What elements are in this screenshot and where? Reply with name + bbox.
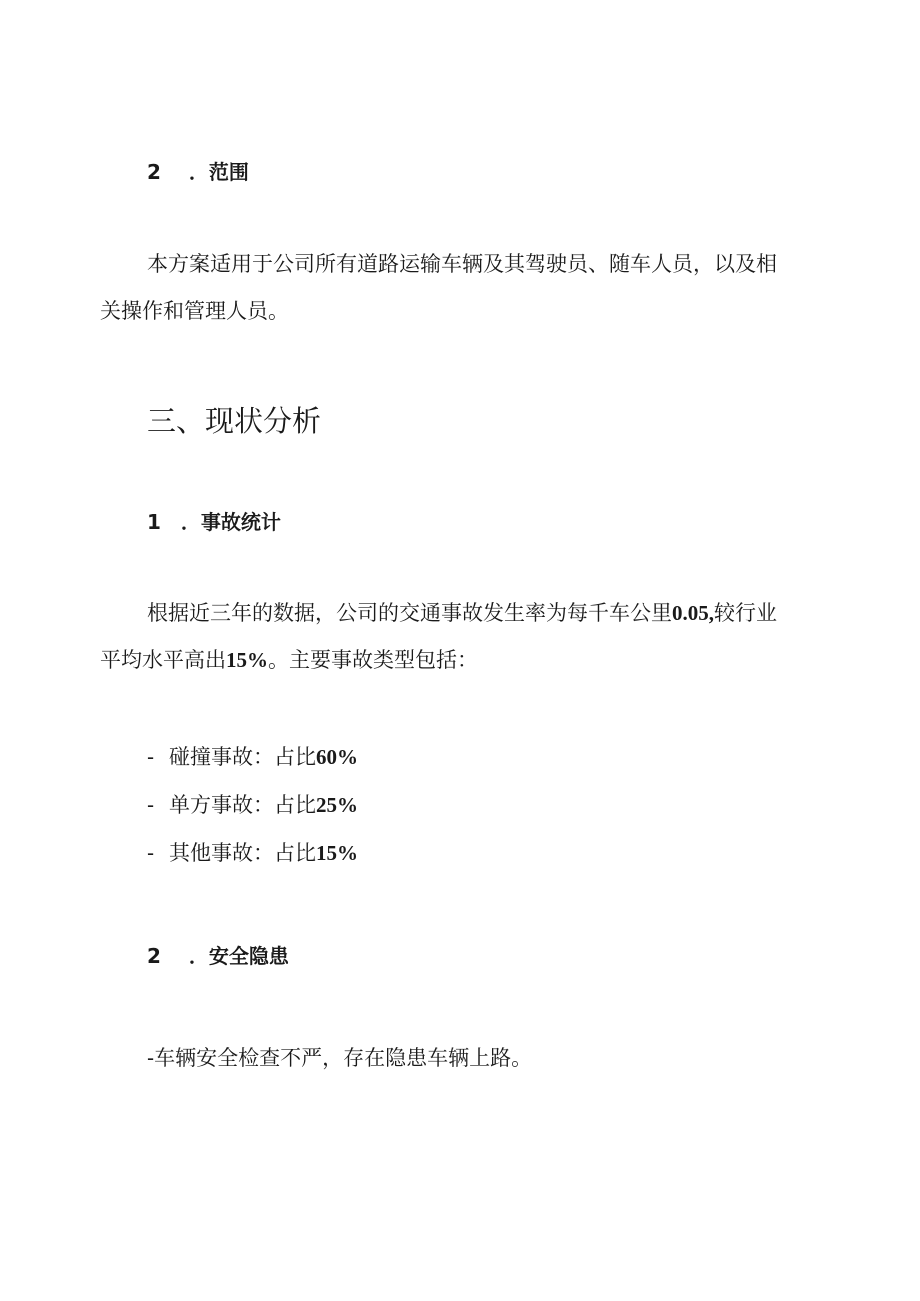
list-item-percent: 15%: [316, 841, 358, 865]
list-dash: -: [147, 745, 155, 769]
list-item: [147, 742, 358, 772]
heading-title: ．事故统计: [180, 510, 281, 534]
list-item-percent: 60%: [316, 745, 358, 769]
paragraph-line: [100, 637, 777, 684]
accident-paragraph: [100, 590, 777, 684]
text-run: 。主要事故类型包括：: [268, 648, 478, 672]
section-heading-hazards: [147, 944, 289, 968]
list-dash: -: [147, 841, 155, 865]
list-item: [147, 838, 358, 868]
heading-title: ．安全隐患: [188, 944, 289, 968]
paragraph-line: 本方案适用于公司所有道路运输车辆及其驾驶员、随车人员，以及相: [147, 252, 777, 276]
list-item-label: 碰撞事故：占比: [169, 745, 316, 769]
percent-value: 15%: [226, 648, 268, 672]
heading-number: 2: [147, 160, 161, 184]
text-run: 较行业: [714, 601, 777, 625]
paragraph-line: [100, 590, 777, 637]
list-item-percent: 25%: [316, 793, 358, 817]
list-dash: -: [147, 793, 155, 817]
rate-value: 0.05,: [672, 601, 714, 625]
hazard-item: -车辆安全检查不严，存在隐患车辆上路。: [147, 1046, 533, 1070]
text-run: 根据近三年的数据，公司的交通事故发生率为每千车公里: [147, 601, 672, 625]
text-run: 平均水平高出: [100, 648, 226, 672]
heading-number: 2: [147, 944, 161, 968]
section-heading-scope: [147, 160, 249, 184]
heading-title: ．范围: [188, 160, 249, 184]
list-item: [147, 790, 358, 820]
scope-paragraph: [100, 241, 777, 335]
chapter-heading-analysis: 三、现状分析: [147, 404, 322, 438]
section-heading-accidents: [147, 510, 281, 534]
heading-number: 1: [147, 510, 161, 534]
list-item-label: 单方事故：占比: [169, 793, 316, 817]
paragraph-line: 关操作和管理人员。: [100, 299, 289, 323]
list-item-label: 其他事故：占比: [169, 841, 316, 865]
